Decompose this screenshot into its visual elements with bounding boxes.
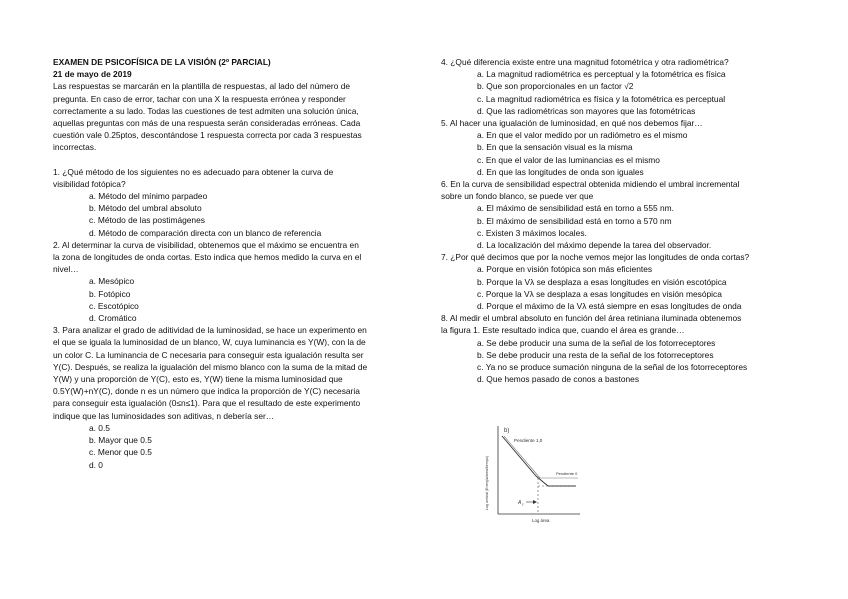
arrow-head [533,500,537,504]
option-c: c. Existen 3 máximos locales. [477,227,587,238]
instructions-line: incorrectas. [53,142,97,153]
question-text: indique que las luminosidades son aditivas, n debería ser… [53,410,275,421]
spacer [53,154,413,166]
question-text: Y(C). Después, se realiza la igualación del mismo blanco con la suma de la mitad de [53,361,368,372]
question-text: para conseguir esta igualación (0≤n≤1). Para que el resultado de este experimento [53,398,361,409]
option-d: d. Porque el máximo de la Vλ está siempre en esas longitudes de onda [477,301,742,312]
option-b: b. Fotópico [89,288,131,299]
option-b: b. Que son proporcionales en un factor √2 [477,81,634,92]
option-d: d. 0 [89,459,103,470]
instructions [53,80,413,153]
option-a: a. La magnitud radiométrica es perceptual y la fotométrica es física [477,69,726,80]
question-text: la figura 1. Este resultado indica que, cuando el área es grande… [441,325,685,336]
option-a: a. Se debe producir una suma de la señal de los fotorreceptores [477,337,716,348]
critical-area-sub: c [522,502,524,507]
slope1-label: Pendiente 1,0 [514,438,543,443]
option-c: c. Menor que 0.5 [89,447,152,458]
question-text: 5. Al hacer una igualación de luminosidad, en qué nos debemos fijar… [441,118,703,129]
left-column [53,56,413,471]
question-text: el que se iguala la luminosidad de un blanco, W, cuya luminancia es Y(W), con la de [53,337,366,348]
question-text: un color C. La luminancia de C necesaria para conseguir esta igualación resulta ser [53,349,364,360]
exam-date: 21 de mayo de 2019 [53,69,132,80]
option-c: c. En que el valor de las luminancias es el mismo [477,154,660,165]
slope0-label: Pendiente 0 [556,471,578,476]
option-d: d. Método de comparación directa con un blanco de referencia [89,227,322,238]
option-b: b. Porque la Vλ se desplaza a esas longitudes en visión escotópica [477,276,727,287]
question-6 [441,178,797,251]
question-text: 1. ¿Qué método de los siguientes no es adecuado para obtener la curva de [53,166,334,177]
instructions-line: Las respuestas se marcarán en la plantilla de respuestas, al lado del número de [53,81,351,92]
threshold-area-diagram [474,420,586,528]
question-7 [441,251,797,312]
option-b: b. Método del umbral absoluto [89,203,202,214]
question-text: 7. ¿Por qué decimos que por la noche vemos mejor las longitudes de onda cortas? [441,252,750,263]
question-8 [441,312,797,385]
question-text: 8. Al medir el umbral absoluto en función del área retiniana iluminada obtenemos [441,313,742,324]
option-b: b. En que la sensación visual es la misma [477,142,633,153]
critical-area-label: A [518,500,522,506]
option-d: d. Que hemos pasado de conos a bastones [477,374,640,385]
option-a: a. Mesópico [89,276,135,287]
option-d: d. La localización del máximo depende la tarea del observador. [477,240,712,251]
option-c: c. Porque la Vλ se desplaza a esas longitudes en visión mesópica [477,288,722,299]
option-c: c. Método de las postimágenes [89,215,205,226]
threshold-curve [502,436,576,486]
option-b: b. El máximo de sensibilidad está en torno a 570 nm [477,215,672,226]
question-text: la zona de longitudes de onda cortas. Esto indica que hemos medido la curva en el [53,252,362,263]
option-c: c. Escotópico [89,300,139,311]
option-a: a. En que el valor medido por un radiómetro es el mismo [477,130,688,141]
option-b: b. Se debe producir una resta de la señal de los fotorreceptores [477,349,714,360]
instructions-line: correctamente a su lado. Todas las cuestiones de test admiten una solución única, [53,105,359,116]
question-text: Y(W) y una proporción de Y(C), esto es, Y(W) tiene la misma luminosidad que [53,374,343,385]
question-text: visibilidad fotópica? [53,178,126,189]
question-2 [53,239,413,324]
question-5 [441,117,797,178]
question-text: 3. Para analizar el grado de aditividad de la luminosidad, se hace un experimento en [53,325,367,336]
x-axis-label: Log área [532,518,550,523]
question-text: sobre un fondo blanco, se puede ver que [441,191,594,202]
option-b: b. Mayor que 0.5 [89,435,152,446]
instructions-line: cuestión vale 0.25ptos, descontándose 1 respuesta correcta por cada 3 respuestas [53,130,362,141]
option-a: a. 0.5 [89,422,110,433]
question-text: 0.5Y(W)+nY(C), donde n es un número que indica la proporción de Y(C) necesaria [53,386,360,397]
option-d: d. Que las radiométricas son mayores que las fotométricas [477,105,696,116]
figure-1 [474,420,586,528]
y-axis-label: Log umbral (Energía/área/tiempo) [485,456,489,510]
question-text: 6. En la curva de sensibilidad espectral obtenida midiendo el umbral incremental [441,179,740,190]
option-a: a. El máximo de sensibilidad está en torno a 555 nm. [477,203,674,214]
option-a: a. Método del mínimo parpadeo [89,191,208,202]
question-text: nivel… [53,264,79,275]
question-text: 2. Al determinar la curva de visibilidad, obtenemos que el máximo se encuentra en [53,239,359,250]
question-4 [441,56,797,117]
option-d: d. Cromático [89,313,137,324]
question-text: 4. ¿Qué diferencia existe entre una magnitud fotométrica y otra radiométrica? [441,57,729,67]
option-a: a. Porque en visión fotópica son más eficientes [477,264,653,275]
panel-label: b) [504,428,510,434]
exam-title: EXAMEN DE PSICOFÍSICA DE LA VISIÓN (2º PARCIAL) [53,57,271,67]
option-c: c. La magnitud radiométrica es física y la fotométrica es perceptual [477,93,726,104]
instructions-line: pregunta. En caso de error, tachar con una X la respuesta errónea y responder [53,93,346,104]
option-c: c. Ya no se produce sumación ninguna de la señal de los fotorreceptores [477,362,748,373]
question-3 [53,324,413,470]
right-column [441,56,797,385]
question-1 [53,166,413,239]
option-d: d. En que las longitudes de onda son iguales [477,166,644,177]
instructions-line: aquellas preguntas con más de una respuesta serán consideradas erróneas. Cada [53,118,361,129]
